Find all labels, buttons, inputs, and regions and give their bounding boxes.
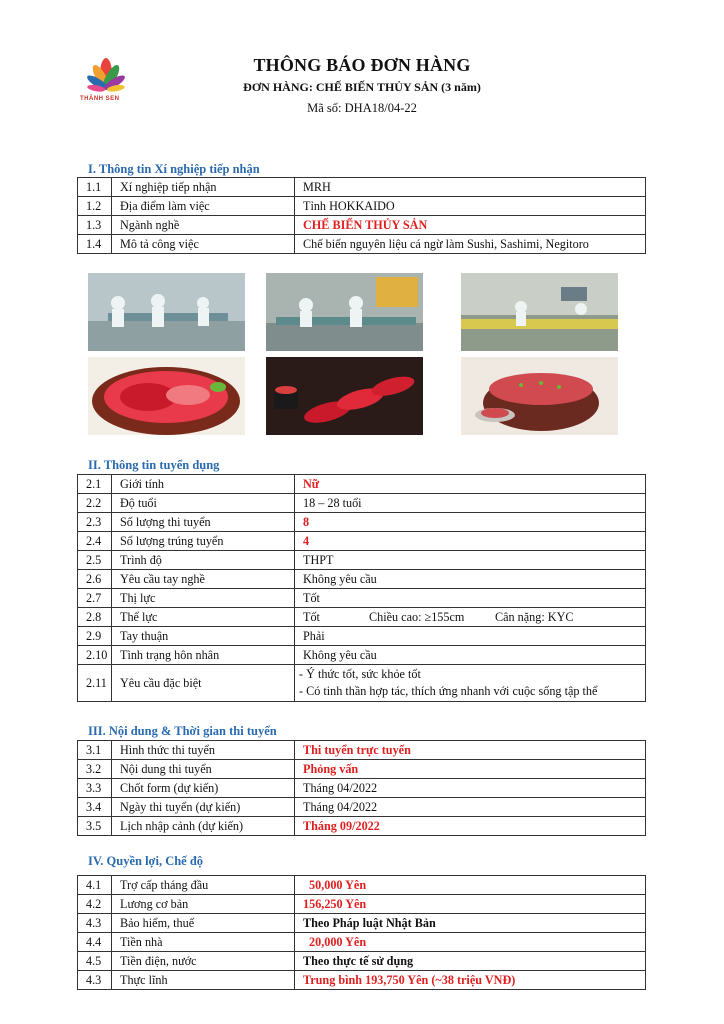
table-row bbox=[78, 779, 646, 798]
table-row bbox=[78, 895, 646, 914]
row-no: 4.3 bbox=[78, 971, 112, 990]
table-row bbox=[78, 646, 646, 665]
physical-value: Tốt bbox=[303, 609, 320, 624]
table-row bbox=[78, 741, 646, 760]
row-label: Tay thuận bbox=[112, 627, 295, 646]
row-value: CHẾ BIẾN THỦY SẢN bbox=[295, 216, 646, 235]
row-label: Bảo hiểm, thuế bbox=[112, 914, 295, 933]
tuna-sashimi-photo bbox=[88, 357, 245, 435]
order-code: Mã số: DHA18/04-22 bbox=[307, 101, 417, 115]
row-no: 2.2 bbox=[78, 494, 112, 513]
height-requirement: Chiều cao: ≥155cm bbox=[369, 609, 465, 624]
section4-title: IV. Quyền lợi, Chế độ bbox=[88, 854, 204, 868]
row-label: Số lượng thi tuyển bbox=[112, 513, 295, 532]
section4-table bbox=[77, 875, 646, 990]
row-value: Tháng 04/2022 bbox=[295, 779, 646, 798]
row-label: Thực lĩnh bbox=[112, 971, 295, 990]
row-label: Ngành nghề bbox=[112, 216, 295, 235]
row-no: 2.9 bbox=[78, 627, 112, 646]
row-value: MRH bbox=[295, 178, 646, 197]
row-value: 4 bbox=[295, 532, 646, 551]
section3-table bbox=[77, 740, 646, 836]
page-subtitle: ĐƠN HÀNG: CHẾ BIẾN THỦY SẢN (3 năm) bbox=[243, 80, 481, 94]
table-row bbox=[78, 178, 646, 197]
row-no: 2.3 bbox=[78, 513, 112, 532]
row-no: 4.4 bbox=[78, 933, 112, 952]
row-no: 1.2 bbox=[78, 197, 112, 216]
row-value: Trung bình 193,750 Yên (~38 triệu VNĐ) bbox=[295, 971, 646, 990]
table-row bbox=[78, 494, 646, 513]
row-label: Lịch nhập cảnh (dự kiến) bbox=[112, 817, 295, 836]
table-row bbox=[78, 608, 646, 627]
row-value: 20,000 Yên bbox=[295, 933, 646, 952]
table-row bbox=[78, 952, 646, 971]
factory-photo-3 bbox=[461, 273, 618, 351]
row-value: 156,250 Yên bbox=[295, 895, 646, 914]
row-value: Không yêu cầu bbox=[295, 570, 646, 589]
row-no: 2.11 bbox=[78, 665, 112, 702]
row-no: 3.5 bbox=[78, 817, 112, 836]
row-label: Tiền nhà bbox=[112, 933, 295, 952]
row-no: 1.4 bbox=[78, 235, 112, 254]
row-label: Mô tả công việc bbox=[112, 235, 295, 254]
row-no: 2.7 bbox=[78, 589, 112, 608]
row-label: Ngày thi tuyển (dự kiến) bbox=[112, 798, 295, 817]
page-title: THÔNG BÁO ĐƠN HÀNG bbox=[253, 55, 471, 75]
row-value: 18 – 28 tuổi bbox=[295, 494, 646, 513]
table-row bbox=[78, 197, 646, 216]
table-row bbox=[78, 589, 646, 608]
row-no: 4.2 bbox=[78, 895, 112, 914]
row-value: Phải bbox=[295, 627, 646, 646]
row-value: Không yêu cầu bbox=[295, 646, 646, 665]
table-row bbox=[78, 817, 646, 836]
factory-photo-1 bbox=[88, 273, 245, 351]
row-value bbox=[295, 665, 646, 702]
row-label: Thể lực bbox=[112, 608, 295, 627]
photo-gallery bbox=[88, 273, 624, 437]
row-no: 1.1 bbox=[78, 178, 112, 197]
factory-photo-2 bbox=[266, 273, 423, 351]
section3-title: III. Nội dung & Thời gian thi tuyển bbox=[88, 724, 277, 738]
table-row bbox=[78, 475, 646, 494]
table-row bbox=[78, 551, 646, 570]
row-no: 2.6 bbox=[78, 570, 112, 589]
row-label: Giới tính bbox=[112, 475, 295, 494]
row-value: Theo thực tế sử dụng bbox=[295, 952, 646, 971]
row-no: 2.10 bbox=[78, 646, 112, 665]
section2-title: II. Thông tin tuyển dụng bbox=[88, 458, 220, 472]
row-no: 1.3 bbox=[78, 216, 112, 235]
row-value: Chế biến nguyên liệu cá ngừ làm Sushi, Sashimi, Negitoro bbox=[295, 235, 646, 254]
table-row bbox=[78, 933, 646, 952]
table-row bbox=[78, 235, 646, 254]
table-row bbox=[78, 532, 646, 551]
row-no: 3.1 bbox=[78, 741, 112, 760]
section2-table bbox=[77, 474, 646, 702]
table-row bbox=[78, 216, 646, 235]
tuna-sushi-photo bbox=[266, 357, 423, 435]
row-label: Trình độ bbox=[112, 551, 295, 570]
weight-requirement: Cân nặng: KYC bbox=[495, 609, 574, 624]
table-row bbox=[78, 971, 646, 990]
row-value: 8 bbox=[295, 513, 646, 532]
row-no: 2.1 bbox=[78, 475, 112, 494]
row-label: Yêu cầu đặc biệt bbox=[112, 665, 295, 702]
row-no: 4.5 bbox=[78, 952, 112, 971]
row-label: Trợ cấp tháng đầu bbox=[112, 876, 295, 895]
row-value: Tỉnh HOKKAIDO bbox=[295, 197, 646, 216]
row-no: 3.3 bbox=[78, 779, 112, 798]
table-row bbox=[78, 760, 646, 779]
row-value: Tốt bbox=[295, 589, 646, 608]
section1-title: I. Thông tin Xí nghiệp tiếp nhận bbox=[88, 162, 260, 176]
row-value: 50,000 Yên bbox=[295, 876, 646, 895]
row-value: Thi tuyển trực tuyến bbox=[295, 741, 646, 760]
row-no: 4.3 bbox=[78, 914, 112, 933]
table-row bbox=[78, 570, 646, 589]
row-value bbox=[295, 608, 646, 627]
row-label: Độ tuổi bbox=[112, 494, 295, 513]
table-row bbox=[78, 914, 646, 933]
row-label: Tiền điện, nước bbox=[112, 952, 295, 971]
row-no: 2.8 bbox=[78, 608, 112, 627]
row-label: Hình thức thi tuyển bbox=[112, 741, 295, 760]
row-label: Số lượng trúng tuyển bbox=[112, 532, 295, 551]
row-label: Chốt form (dự kiến) bbox=[112, 779, 295, 798]
section1-table bbox=[77, 177, 646, 254]
table-row bbox=[78, 665, 646, 702]
row-label: Tình trạng hôn nhân bbox=[112, 646, 295, 665]
row-label: Xí nghiệp tiếp nhận bbox=[112, 178, 295, 197]
logo-text: THÀNH SEN bbox=[80, 96, 120, 102]
row-value: Theo Pháp luật Nhật Bản bbox=[295, 914, 646, 933]
row-value: Nữ bbox=[295, 475, 646, 494]
row-no: 2.4 bbox=[78, 532, 112, 551]
row-value: THPT bbox=[295, 551, 646, 570]
table-row bbox=[78, 876, 646, 895]
row-label: Yêu cầu tay nghề bbox=[112, 570, 295, 589]
row-value: Phỏng vấn bbox=[295, 760, 646, 779]
special-req-line-2: - Có tinh thần hợp tác, thích ứng nhanh với cuộc sống tập thể bbox=[299, 684, 598, 698]
row-value: Tháng 04/2022 bbox=[295, 798, 646, 817]
table-row bbox=[78, 627, 646, 646]
row-no: 4.1 bbox=[78, 876, 112, 895]
row-label: Thị lực bbox=[112, 589, 295, 608]
row-no: 3.2 bbox=[78, 760, 112, 779]
row-label: Lương cơ bản bbox=[112, 895, 295, 914]
table-row bbox=[78, 798, 646, 817]
row-value: Tháng 09/2022 bbox=[295, 817, 646, 836]
row-label: Địa điểm làm việc bbox=[112, 197, 295, 216]
row-no: 3.4 bbox=[78, 798, 112, 817]
table-row bbox=[78, 513, 646, 532]
negitoro-bowl-photo bbox=[461, 357, 618, 435]
special-req-line-1: - Ý thức tốt, sức khỏe tốt bbox=[299, 667, 421, 681]
row-label: Nội dung thi tuyển bbox=[112, 760, 295, 779]
row-no: 2.5 bbox=[78, 551, 112, 570]
